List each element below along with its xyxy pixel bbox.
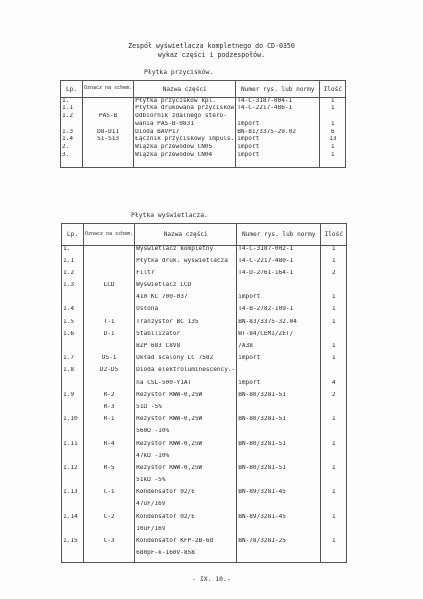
cell-name: Dioda BAVP17 <box>134 129 236 137</box>
cell-lp: 1.1 <box>62 258 84 270</box>
cell-ozn: C-1 <box>84 489 135 501</box>
cell-ozn <box>83 160 134 168</box>
cell-ozn <box>83 105 134 113</box>
cell-num <box>237 477 321 489</box>
cell-lp: 1.12 <box>62 465 84 477</box>
cell-lp <box>61 121 83 129</box>
cell-name: Kondensator KFP-2B-6d <box>135 538 237 550</box>
cell-name: BZP 683 C8V8 <box>135 343 237 355</box>
cell-num <box>237 453 321 465</box>
table-row <box>62 514 347 526</box>
page-number: - IX. 10.- <box>192 575 231 583</box>
cell-qty: 1 <box>321 538 347 550</box>
cell-qty: 1 <box>321 355 347 367</box>
cell-lp: 3. <box>61 152 83 160</box>
cell-lp: 1.10 <box>62 416 84 428</box>
cell-qty: 1 <box>321 246 347 258</box>
table-row <box>62 477 347 489</box>
cell-ozn: R-1 <box>84 416 135 428</box>
cell-name: Rezystor RWW-0,25W <box>135 465 237 477</box>
document-title: Zespół wyświetlacza kompletnego do CD-0350 <box>128 42 295 50</box>
cell-name: Płytka przycisków kpl. <box>134 98 236 106</box>
cell-name: Wyświetlacz kompletny <box>135 246 237 258</box>
cell-qty: 6 <box>320 129 346 137</box>
cell-ozn: US-1 <box>84 355 135 367</box>
cell-lp: 1.7 <box>62 355 84 367</box>
cell-qty <box>320 113 346 121</box>
cell-num: BN-83/3375-32.04 <box>237 319 321 331</box>
cell-num <box>237 282 321 294</box>
cell-qty: 2 <box>321 270 347 282</box>
cell-name: 47kΩ -10% <box>135 453 237 465</box>
cell-name: 410 KC 700-037 <box>135 294 237 306</box>
cell-ozn <box>84 258 135 270</box>
cell-lp: 1.11 <box>62 441 84 453</box>
table-row <box>62 428 347 440</box>
cell-qty <box>321 526 347 538</box>
table-row <box>62 489 347 501</box>
cell-qty: 13 <box>320 136 346 144</box>
cell-lp: 1. <box>61 98 83 106</box>
cell-qty: 1 <box>321 489 347 501</box>
table-row <box>61 121 346 129</box>
cell-ozn: R-3 <box>84 404 135 416</box>
cell-name: 10uF/16V <box>135 526 237 538</box>
cell-ozn: C-3 <box>84 538 135 550</box>
cell-ozn <box>84 306 135 318</box>
cell-name: 51kΩ -5% <box>135 477 237 489</box>
cell-ozn <box>84 343 135 355</box>
cell-qty <box>321 501 347 513</box>
cell-ozn: T-1 <box>84 319 135 331</box>
cell-num <box>237 428 321 440</box>
cell-name: Stabilizator <box>135 331 237 343</box>
cell-ozn: D-1 <box>84 331 135 343</box>
table2-display-board <box>61 223 347 563</box>
table-row <box>62 392 347 404</box>
cell-lp <box>62 428 84 440</box>
cell-lp <box>62 501 84 513</box>
cell-qty <box>321 550 347 562</box>
cell-ozn <box>83 98 134 106</box>
cell-lp <box>62 343 84 355</box>
cell-lp: 1.8 <box>62 367 84 379</box>
cell-name: Tranzystor BC 135 <box>135 319 237 331</box>
table-row <box>62 441 347 453</box>
cell-name <box>134 160 236 168</box>
cell-num: BN-80/3281-51 <box>237 416 321 428</box>
cell-lp: 1.6 <box>62 331 84 343</box>
cell-num <box>237 550 321 562</box>
col-header-quantity: Ilość <box>320 81 346 98</box>
cell-ozn <box>83 152 134 160</box>
document-subtitle: wykaz części i podzespołów. <box>157 51 266 59</box>
cell-qty: 1 <box>321 514 347 526</box>
cell-lp: 1.1 <box>61 105 83 113</box>
cell-num: BN-89/3281-45 <box>237 514 321 526</box>
cell-qty <box>321 477 347 489</box>
cell-name: Płytka drukowana przycisków <box>135 105 235 112</box>
table-row <box>62 306 347 318</box>
cell-num: import <box>237 355 321 367</box>
cell-ozn: PAS-B <box>83 113 134 121</box>
col-header-designator: Oznacz na schem. <box>83 81 134 98</box>
cell-ozn: C-2 <box>84 514 135 526</box>
table-row <box>62 453 347 465</box>
cell-name: Łącznik przyciskowy impuls. <box>135 136 235 143</box>
cell-name: Wiązka przewodów CN04 <box>134 152 236 160</box>
cell-ozn <box>84 477 135 489</box>
col-header-part-name: Nazwa części <box>135 224 237 246</box>
cell-name: Osłona <box>135 306 237 318</box>
cell-name: 51Ω -5% <box>135 404 237 416</box>
cell-num: WT-84/CEMI/ZET/ <box>237 331 321 343</box>
cell-ozn: R-2 <box>84 392 135 404</box>
table-row <box>62 258 347 270</box>
cell-name: 560Ω -10% <box>135 428 237 440</box>
table2-caption: Płytka wyświetlacza. <box>131 211 208 219</box>
cell-lp: 1.13 <box>62 489 84 501</box>
cell-name: Kondensator 02/E <box>135 514 237 526</box>
table-row <box>62 380 347 392</box>
table-row <box>61 105 346 113</box>
table-row <box>61 160 346 168</box>
cell-qty: 1 <box>320 98 346 106</box>
cell-lp <box>62 550 84 562</box>
cell-lp: 2. <box>61 144 83 152</box>
cell-qty <box>321 453 347 465</box>
table-row <box>62 319 347 331</box>
cell-qty <box>320 160 346 168</box>
cell-ozn <box>84 428 135 440</box>
table-row <box>62 538 347 550</box>
cell-num: BN-78/3281-25 <box>237 538 321 550</box>
cell-name: Rezystor RWW-0,25W <box>135 392 237 404</box>
cell-qty: 1 <box>321 319 347 331</box>
cell-qty <box>321 282 347 294</box>
table-row <box>61 144 346 152</box>
cell-num: BN-80/3281-51 <box>237 465 321 477</box>
cell-qty: 1 <box>321 258 347 270</box>
cell-name: Wyświetlacz LCD <box>135 282 237 294</box>
cell-name: Układ scalony LC 7582 <box>135 355 237 367</box>
cell-name: na CSL-500-Y1AT <box>135 380 237 392</box>
cell-lp: 1.5 <box>62 319 84 331</box>
cell-ozn: S1-S13 <box>83 136 134 144</box>
table-row <box>62 282 347 294</box>
cell-qty: 1 <box>320 105 346 113</box>
cell-name: Rezystor RWW-0,25W <box>135 441 237 453</box>
cell-lp: 1.3 <box>61 129 83 137</box>
cell-num <box>236 160 320 168</box>
table-row <box>61 129 346 137</box>
cell-name: 680pF-k-160V-858 <box>135 550 237 562</box>
cell-num: T4-C-3187-002-1 <box>237 246 321 258</box>
col-header-lp: Lp. <box>62 224 84 246</box>
table1-caption: Płytka przycisków. <box>144 68 214 76</box>
cell-num <box>237 501 321 513</box>
cell-ozn <box>84 294 135 306</box>
cell-num: T4-C-2217-480-1 <box>237 258 321 270</box>
cell-num: import <box>236 152 320 160</box>
cell-lp <box>62 380 84 392</box>
cell-ozn <box>84 270 135 282</box>
cell-lp <box>62 294 84 306</box>
col-header-drawing-number: Numer rys. lub normy <box>237 224 321 246</box>
cell-qty: 1 <box>320 121 346 129</box>
cell-qty: 1 <box>321 294 347 306</box>
cell-num: T4-D-2761-164-1 <box>237 270 321 282</box>
table-row <box>62 270 347 282</box>
table-row <box>62 367 347 379</box>
table-row <box>62 416 347 428</box>
cell-num <box>236 113 320 121</box>
cell-ozn: D2-D5 <box>84 367 135 379</box>
cell-num: T4-C-3187-004-1 <box>236 98 320 106</box>
cell-qty: 1 <box>320 152 346 160</box>
cell-name: 47uF/16V <box>135 501 237 513</box>
cell-lp: 1.9 <box>62 392 84 404</box>
table-row <box>61 98 346 106</box>
table-row <box>62 501 347 513</box>
cell-num <box>237 404 321 416</box>
cell-qty: 1 <box>321 441 347 453</box>
cell-name: Kondensator 02/E <box>135 489 237 501</box>
cell-lp: 1.14 <box>62 514 84 526</box>
cell-ozn: R-4 <box>84 441 135 453</box>
col-header-designator: Oznacz na schem. <box>84 224 135 246</box>
cell-ozn <box>84 501 135 513</box>
cell-lp: 1. <box>62 246 84 258</box>
cell-lp <box>62 526 84 538</box>
cell-ozn <box>84 453 135 465</box>
cell-ozn <box>84 526 135 538</box>
table-row <box>61 152 346 160</box>
cell-lp <box>62 404 84 416</box>
cell-name: Wiązka przewodów CN05 <box>134 144 236 152</box>
col-header-quantity: Ilość <box>321 224 347 246</box>
cell-qty: 4 <box>321 380 347 392</box>
cell-qty <box>321 404 347 416</box>
table-row <box>62 465 347 477</box>
cell-qty: 1 <box>321 306 347 318</box>
table-row <box>62 526 347 538</box>
cell-qty: 1 <box>320 144 346 152</box>
cell-num: import <box>236 121 320 129</box>
cell-num: import <box>237 380 321 392</box>
cell-ozn <box>84 380 135 392</box>
table-row <box>62 343 347 355</box>
cell-name: Płytka druk. wyświetlacza <box>135 258 237 270</box>
cell-ozn: D8-D11 <box>83 129 134 137</box>
cell-num: import <box>237 294 321 306</box>
cell-name: wania PAS-B-0831 <box>134 121 236 129</box>
cell-qty: 1 <box>321 465 347 477</box>
cell-ozn <box>83 121 134 129</box>
table-row <box>61 113 346 121</box>
cell-num: T4-B-2782-109-1 <box>237 306 321 318</box>
cell-num <box>237 367 321 379</box>
cell-num: import <box>236 144 320 152</box>
cell-lp: 1.15 <box>62 538 84 550</box>
cell-lp: 1.4 <box>62 306 84 318</box>
cell-ozn <box>84 246 135 258</box>
cell-num: /A38 <box>237 343 321 355</box>
cell-qty: 1 <box>321 343 347 355</box>
table1-buttons-board <box>60 80 346 168</box>
table-row <box>62 550 347 562</box>
cell-qty <box>321 367 347 379</box>
cell-ozn <box>84 550 135 562</box>
col-header-part-name: Nazwa części <box>134 81 236 98</box>
cell-num: import <box>236 136 320 144</box>
cell-num: BN-80/3281-51 <box>237 441 321 453</box>
table-row <box>61 136 346 144</box>
table-row <box>62 246 347 258</box>
cell-lp <box>62 453 84 465</box>
table-row <box>62 331 347 343</box>
cell-ozn: LCD <box>84 282 135 294</box>
cell-qty: 1 <box>321 416 347 428</box>
col-header-drawing-number: Numer rys. lub normy <box>236 81 320 98</box>
cell-num: BN-89/3281-45 <box>237 489 321 501</box>
cell-ozn: R-5 <box>84 465 135 477</box>
cell-name: Odbiornik zdalnego stero- <box>134 113 236 121</box>
cell-num: T4-C-2217-486-1 <box>236 105 320 113</box>
cell-qty <box>321 428 347 440</box>
cell-ozn <box>83 144 134 152</box>
cell-num: BN-80/3281-51 <box>237 392 321 404</box>
cell-lp: 1.2 <box>61 113 83 121</box>
table-row <box>62 355 347 367</box>
cell-lp: 1.2 <box>62 270 84 282</box>
cell-lp <box>62 477 84 489</box>
cell-name: Dioda elektroluminescency.- <box>135 367 237 379</box>
cell-num <box>237 526 321 538</box>
cell-name: Filtr <box>135 270 237 282</box>
cell-name: Rezystor RWW-0,25W <box>135 416 237 428</box>
cell-lp: 1.3 <box>62 282 84 294</box>
col-header-lp: Lp. <box>61 81 83 98</box>
cell-qty: 2 <box>321 392 347 404</box>
cell-qty <box>321 331 347 343</box>
table-row <box>62 294 347 306</box>
cell-lp: 1.4 <box>61 136 83 144</box>
cell-num: BN-81/3375-29.02 <box>236 129 320 137</box>
cell-lp <box>61 160 83 168</box>
table-row <box>62 404 347 416</box>
